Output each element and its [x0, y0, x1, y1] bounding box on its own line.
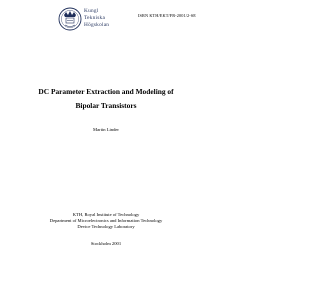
- affiliation-laboratory: Device Technology Laboratory: [77, 224, 135, 229]
- document-title-line-1: DC Parameter Extraction and Modeling of: [38, 87, 174, 96]
- kth-seal-icon: [58, 6, 82, 36]
- logo-line-1: Kungl: [84, 8, 99, 14]
- report-number: ISRN KTH/EKT/FR-2001/2-SE: [137, 13, 196, 18]
- kth-logo: [58, 6, 108, 36]
- logo-wordmark: [84, 8, 109, 30]
- author-name: Martin Linder: [93, 127, 119, 132]
- logo-line-3: Högskolan: [84, 22, 110, 29]
- document-title-line-2: Bipolar Transistors: [75, 101, 137, 110]
- affiliation-department: Department of Microelectronics and Information Technology: [49, 218, 163, 223]
- logo-line-2: Tekniska: [84, 15, 106, 22]
- place-and-date: Stockholm 2001: [90, 241, 122, 246]
- affiliation-institution: KTH, Royal Institute of Technology: [72, 212, 140, 217]
